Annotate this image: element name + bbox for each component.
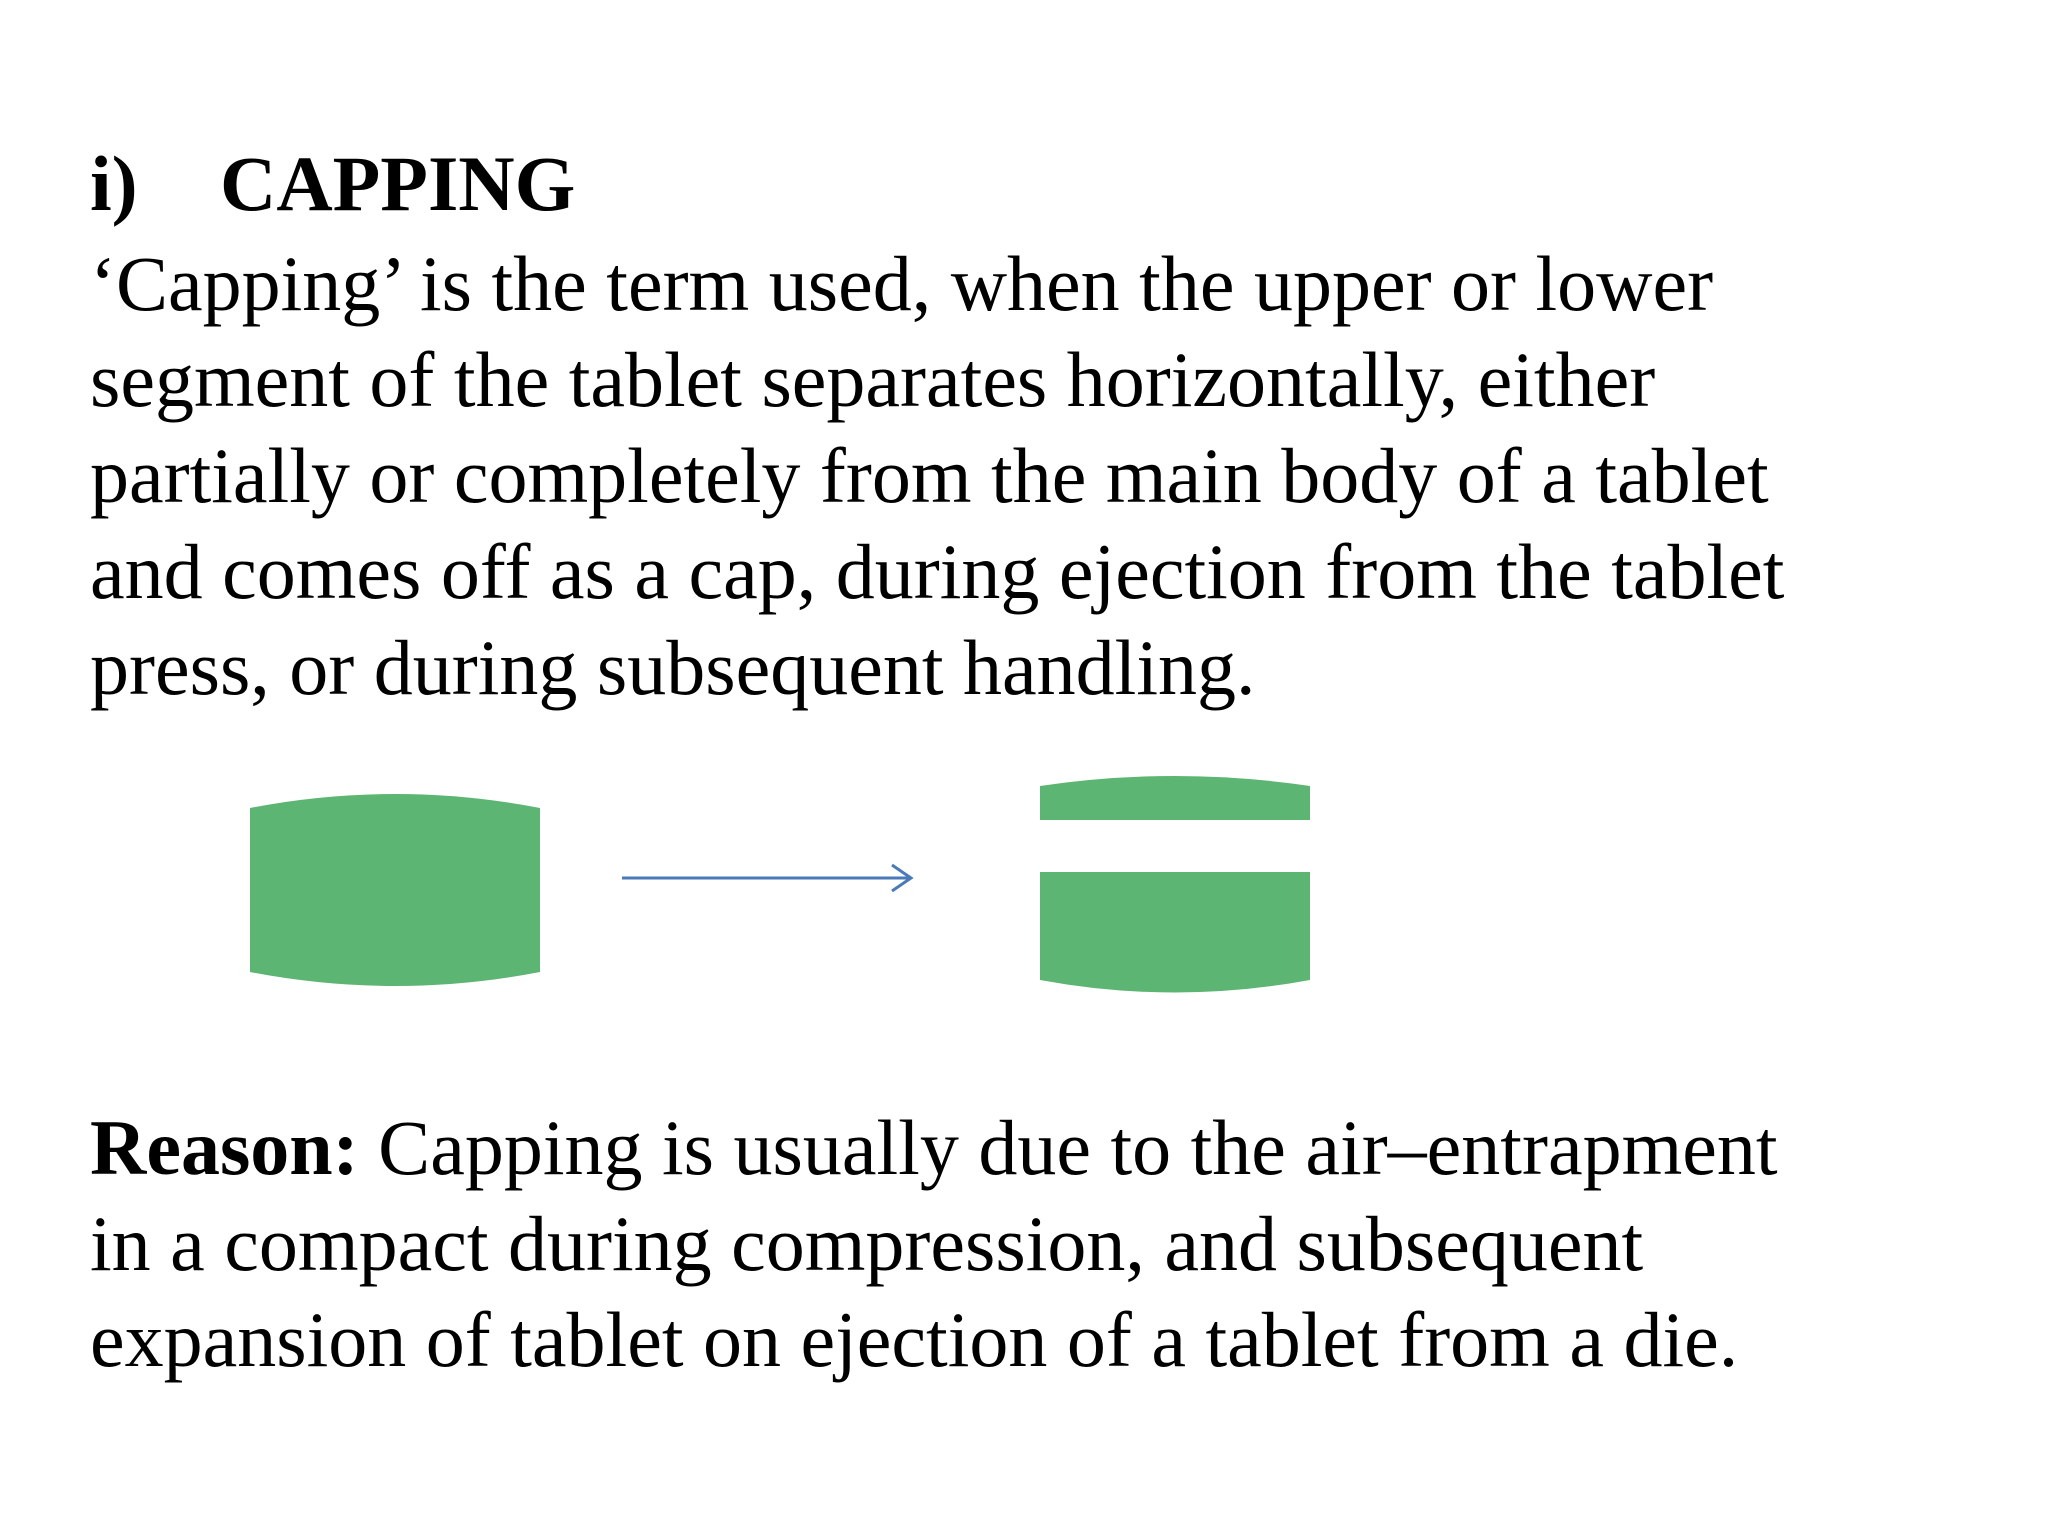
reason-line: [90, 1100, 1990, 1196]
definition-line: segment of the tablet separates horizontally, either: [90, 336, 1656, 423]
reason-paragraph: [90, 1100, 1990, 1388]
tablet-body: [1040, 872, 1310, 993]
tablet-cap: [1040, 776, 1310, 820]
definition-paragraph: [90, 236, 1990, 716]
definition-line: press, or during subsequent handling.: [90, 624, 1256, 711]
heading-title: CAPPING: [220, 140, 576, 227]
definition-line: and comes off as a cap, during ejection from the tablet: [90, 528, 1785, 615]
capping-illustration: [0, 740, 2048, 1040]
definition-line: ‘Capping’ is the term used, when the upper or lower: [90, 240, 1714, 327]
reason-line: in a compact during compression, and subsequent: [90, 1200, 1644, 1287]
heading-number: i): [90, 140, 138, 227]
reason-text: Capping is usually due to the air–entrapment: [358, 1104, 1778, 1191]
intact-tablet: [250, 794, 540, 986]
capping-diagram: [0, 740, 2048, 1040]
definition-line: partially or completely from the main body of a tablet: [90, 432, 1769, 519]
reason-line: expansion of tablet on ejection of a tablet from a die.: [90, 1296, 1739, 1383]
reason-label: Reason:: [90, 1104, 359, 1191]
section-heading: [90, 138, 575, 230]
